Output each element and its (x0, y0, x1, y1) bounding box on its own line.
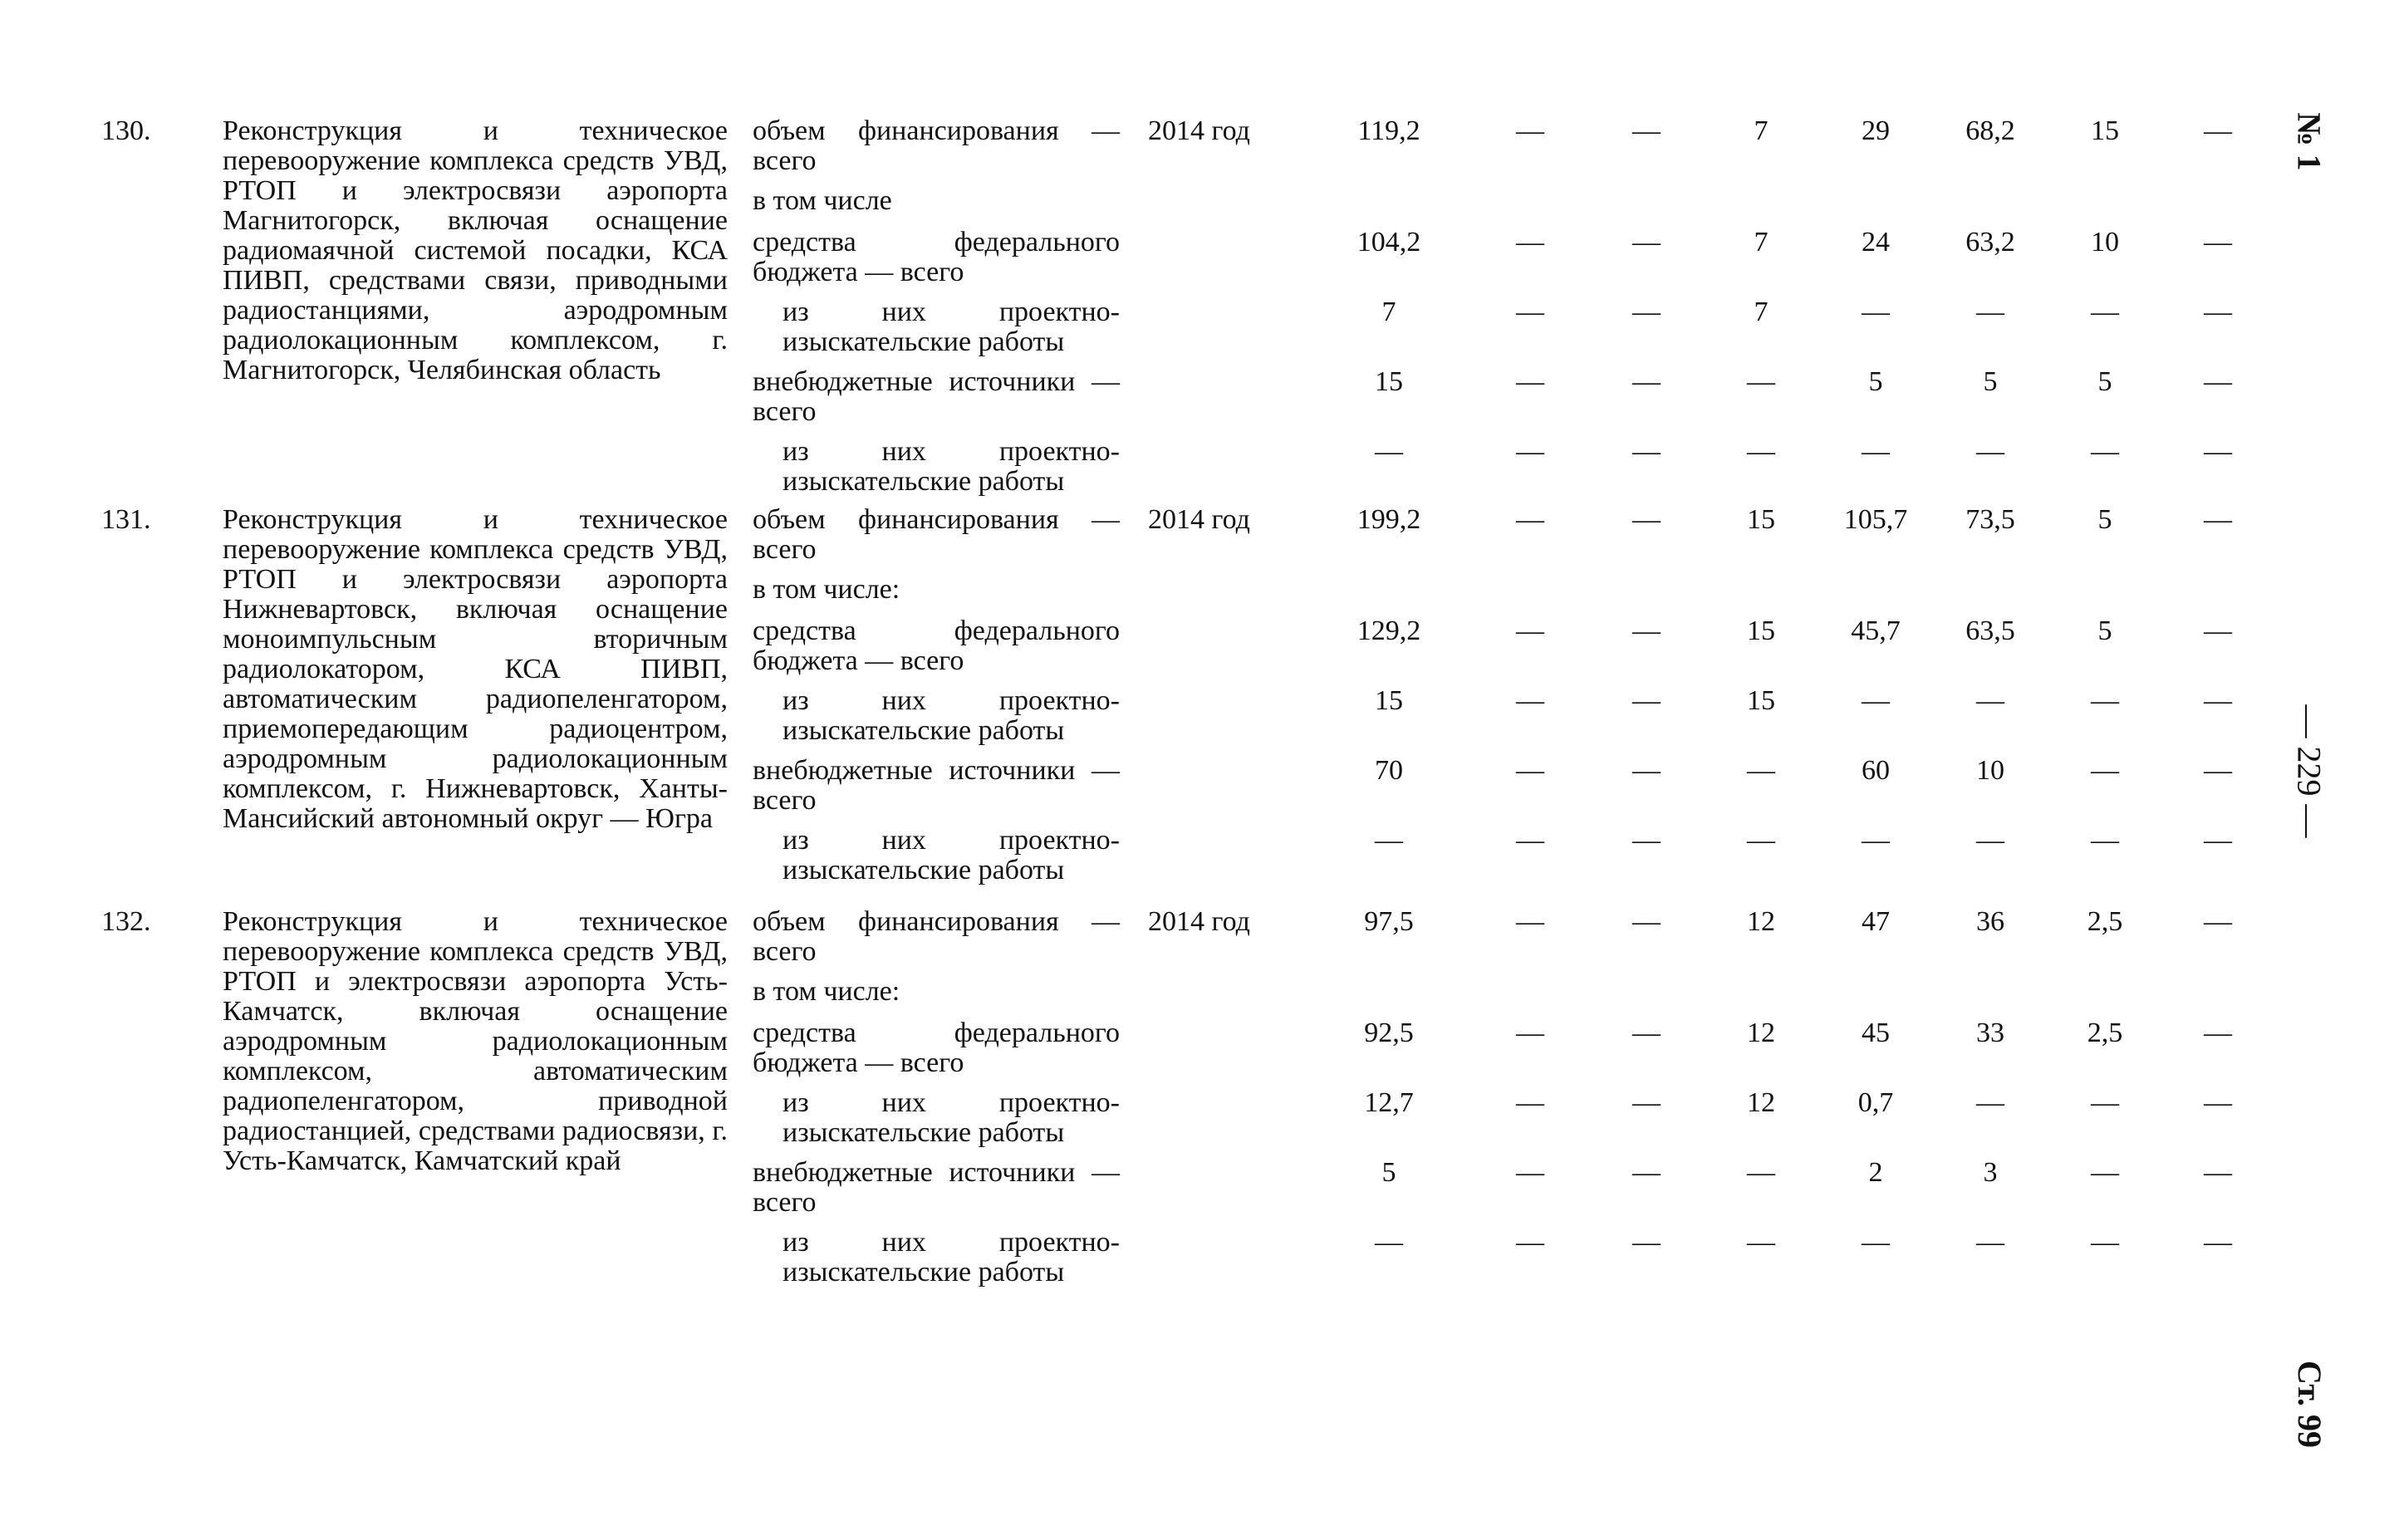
value-cell: — (1976, 685, 2004, 716)
value-cell: — (1632, 436, 1661, 467)
value-cell: 12 (1747, 1018, 1775, 1048)
table-row (0, 1018, 2259, 1085)
value-cell: — (2204, 115, 2232, 146)
value-cell: 2 (1868, 1157, 1883, 1188)
project-description: Реконструкция и техническое перевооружение комплекса средств УВД, РТОП и электросвязи аэропорта Нижневартовск, включая оснащение моноимпульсным вторичным радиолокатором, КСА ПИВП, автоматическим радиопеленгатором, приемопередающим радиоцентром, аэродромным радиолокационным комплексом, г. Нижневартовск, Ханты-Мансийский автономный округ — Югра (223, 504, 728, 834)
value-cell: 5 (2097, 366, 2112, 397)
value-cell: — (1632, 825, 1661, 856)
row-label: объем финансирования — всего (753, 115, 1120, 176)
value-cell: — (1632, 616, 1661, 646)
value-cell: 12,7 (1364, 1087, 1414, 1118)
value-cell: 7 (1381, 297, 1396, 327)
value-cell: — (2204, 906, 2232, 937)
value-cell: — (2091, 436, 2119, 467)
project-number: 131. (101, 504, 151, 535)
article-number: Ст. 99 (2290, 1360, 2328, 1448)
value-cell: 105,7 (1843, 504, 1908, 535)
table-row (0, 1158, 2259, 1224)
table-row (0, 297, 2259, 364)
value-cell: — (1516, 1157, 1544, 1188)
value-cell: — (2204, 1018, 2232, 1048)
value-cell: — (1862, 685, 1890, 716)
value-cell: — (1516, 755, 1544, 786)
value-cell: 104,2 (1357, 227, 1421, 257)
value-cell: — (1632, 685, 1661, 716)
value-cell: 33 (1976, 1018, 2004, 1048)
value-cell: — (1632, 297, 1661, 327)
row-year: 2014 год (1148, 115, 1250, 146)
row-label: внебюджетные источники — всего (753, 755, 1120, 816)
row-label: из них проектно-изыскательские работы (783, 297, 1120, 357)
value-cell: — (2091, 1227, 2119, 1258)
value-cell: — (2204, 616, 2232, 646)
value-cell: — (2204, 1227, 2232, 1258)
value-cell: 7 (1754, 115, 1769, 146)
table-row (0, 1088, 2259, 1155)
row-label: из них проектно-изыскательские работы (783, 685, 1120, 746)
value-cell: — (1516, 227, 1544, 257)
table-row (0, 616, 2259, 683)
table-row (0, 367, 2259, 434)
value-cell: 15 (1375, 685, 1403, 716)
value-cell: 12 (1747, 1087, 1775, 1118)
value-cell: 5 (1868, 366, 1883, 397)
table-row (0, 907, 2259, 974)
value-cell: 12 (1747, 906, 1775, 937)
value-cell: — (1976, 436, 2004, 467)
row-label: объем финансирования — всего (753, 906, 1120, 967)
project-description: Реконструкция и техническое перевооружение комплекса средств УВД, РТОП и электросвязи аэропорта Усть-Камчатск, включая оснащение аэродромным радиолокационным комплексом, автоматическим радиопеленгатором, приводной радиостанцией, средствами радиосвязи, г. Усть-Камчатск, Камчатский край (223, 906, 728, 1176)
value-cell: — (1632, 366, 1661, 397)
value-cell: — (1747, 1227, 1775, 1258)
value-cell: — (2204, 504, 2232, 535)
value-cell: — (2091, 1087, 2119, 1118)
table-row (0, 116, 2259, 183)
value-cell: 63,2 (1965, 227, 2015, 257)
table-row (0, 505, 2259, 571)
value-cell: — (1375, 825, 1403, 856)
value-cell: — (1632, 1018, 1661, 1048)
value-cell: — (1632, 504, 1661, 535)
value-cell: 5 (1983, 366, 1998, 397)
value-cell: — (1516, 297, 1544, 327)
value-cell: 73,5 (1965, 504, 2015, 535)
value-cell: — (1516, 366, 1544, 397)
value-cell: 129,2 (1357, 616, 1421, 646)
value-cell: — (1516, 1087, 1544, 1118)
value-cell: — (1632, 227, 1661, 257)
value-cell: 15 (1747, 504, 1775, 535)
value-cell: 15 (1375, 366, 1403, 397)
value-cell: 2,5 (2087, 906, 2123, 937)
value-cell: 68,2 (1965, 115, 2015, 146)
value-cell: — (1747, 1157, 1775, 1188)
value-cell: — (1516, 906, 1544, 937)
value-cell: — (1747, 755, 1775, 786)
value-cell: 199,2 (1357, 504, 1421, 535)
value-cell: 5 (2097, 616, 2112, 646)
value-cell: — (1747, 825, 1775, 856)
value-cell: — (1632, 906, 1661, 937)
value-cell: 5 (2097, 504, 2112, 535)
row-label: объем финансирования — всего (753, 504, 1120, 565)
row-label: из них проектно-изыскательские работы (783, 436, 1120, 497)
page-number: — 229 — (2290, 704, 2328, 837)
issue-number: № 1 (2290, 111, 2328, 171)
value-cell: — (1516, 1227, 1544, 1258)
value-cell: — (1516, 616, 1544, 646)
value-cell: — (2204, 685, 2232, 716)
value-cell: — (1375, 1227, 1403, 1258)
value-cell: 60 (1862, 755, 1890, 786)
row-label: из них проектно-изыскательские работы (783, 1227, 1120, 1287)
value-cell: 7 (1754, 227, 1769, 257)
value-cell: — (1632, 1227, 1661, 1258)
value-cell: — (2204, 366, 2232, 397)
value-cell: 97,5 (1364, 906, 1414, 937)
value-cell: 15 (1747, 685, 1775, 716)
value-cell: — (1632, 1087, 1661, 1118)
value-cell: — (1375, 436, 1403, 467)
value-cell: 92,5 (1364, 1018, 1414, 1048)
value-cell: 0,7 (1857, 1087, 1894, 1118)
value-cell: — (1516, 115, 1544, 146)
value-cell: — (2091, 685, 2119, 716)
value-cell: 5 (1381, 1157, 1396, 1188)
row-label: внебюджетные источники — всего (753, 366, 1120, 427)
value-cell: 15 (2091, 115, 2119, 146)
value-cell: 45 (1862, 1018, 1890, 1048)
value-cell: — (1976, 825, 2004, 856)
row-label: средства федерального бюджета — всего (753, 1018, 1120, 1078)
row-label: в том числе: (753, 976, 900, 1007)
row-label: средства федерального бюджета — всего (753, 227, 1120, 287)
value-cell: — (1516, 504, 1544, 535)
value-cell: — (1632, 755, 1661, 786)
row-label: внебюджетные источники — всего (753, 1157, 1120, 1218)
project-number: 132. (101, 906, 151, 937)
table-row (0, 826, 2259, 892)
value-cell: — (1516, 436, 1544, 467)
value-cell: — (2091, 1157, 2119, 1188)
value-cell: 10 (2091, 227, 2119, 257)
project-number: 130. (101, 115, 151, 146)
table-row (0, 756, 2259, 822)
value-cell: 63,5 (1965, 616, 2015, 646)
table-row (0, 228, 2259, 294)
value-cell: — (1976, 1087, 2004, 1118)
value-cell: 36 (1976, 906, 2004, 937)
value-cell: — (1632, 1157, 1661, 1188)
project-description: Реконструкция и техническое перевооружение комплекса средств УВД, РТОП и электросвязи аэропорта Магнитогорск, включая оснащение радиомаячной системой посадки, КСА ПИВП, средствами связи, приводными радиостанциями, аэродромным радиолокационным комплексом, г. Магнитогорск, Челябинская область (223, 115, 728, 385)
value-cell: 119,2 (1357, 115, 1420, 146)
row-label: из них проектно-изыскательские работы (783, 1087, 1120, 1148)
table-row (0, 437, 2259, 503)
value-cell: — (1747, 436, 1775, 467)
table-row (0, 686, 2259, 753)
value-cell: — (2204, 755, 2232, 786)
row-year: 2014 год (1148, 906, 1250, 937)
table-row (0, 1228, 2259, 1294)
row-label: средства федерального бюджета — всего (753, 616, 1120, 676)
value-cell: — (1862, 1227, 1890, 1258)
row-year: 2014 год (1148, 504, 1250, 535)
value-cell: 47 (1862, 906, 1890, 937)
value-cell: — (1516, 685, 1544, 716)
row-label: в том числе: (753, 574, 900, 605)
value-cell: — (1516, 1018, 1544, 1048)
value-cell: — (2204, 436, 2232, 467)
value-cell: — (2091, 755, 2119, 786)
value-cell: — (2091, 825, 2119, 856)
value-cell: — (1976, 297, 2004, 327)
row-label: из них проектно-изыскательские работы (783, 825, 1120, 885)
value-cell: 15 (1747, 616, 1775, 646)
value-cell: 70 (1375, 755, 1403, 786)
value-cell: — (2204, 1087, 2232, 1118)
value-cell: — (2091, 297, 2119, 327)
value-cell: 29 (1862, 115, 1890, 146)
value-cell: — (1862, 825, 1890, 856)
row-label: в том числе (753, 185, 892, 216)
value-cell: — (2204, 297, 2232, 327)
value-cell: — (1516, 825, 1544, 856)
value-cell: — (1862, 297, 1890, 327)
value-cell: — (1976, 1227, 2004, 1258)
value-cell: 45,7 (1851, 616, 1901, 646)
value-cell: — (1632, 115, 1661, 146)
value-cell: — (1747, 366, 1775, 397)
value-cell: 24 (1862, 227, 1890, 257)
value-cell: — (2204, 1157, 2232, 1188)
value-cell: — (2204, 227, 2232, 257)
value-cell: 10 (1976, 755, 2004, 786)
value-cell: 7 (1754, 297, 1769, 327)
value-cell: — (2204, 825, 2232, 856)
value-cell: 2,5 (2087, 1018, 2123, 1048)
value-cell: — (1862, 436, 1890, 467)
value-cell: 3 (1983, 1157, 1998, 1188)
